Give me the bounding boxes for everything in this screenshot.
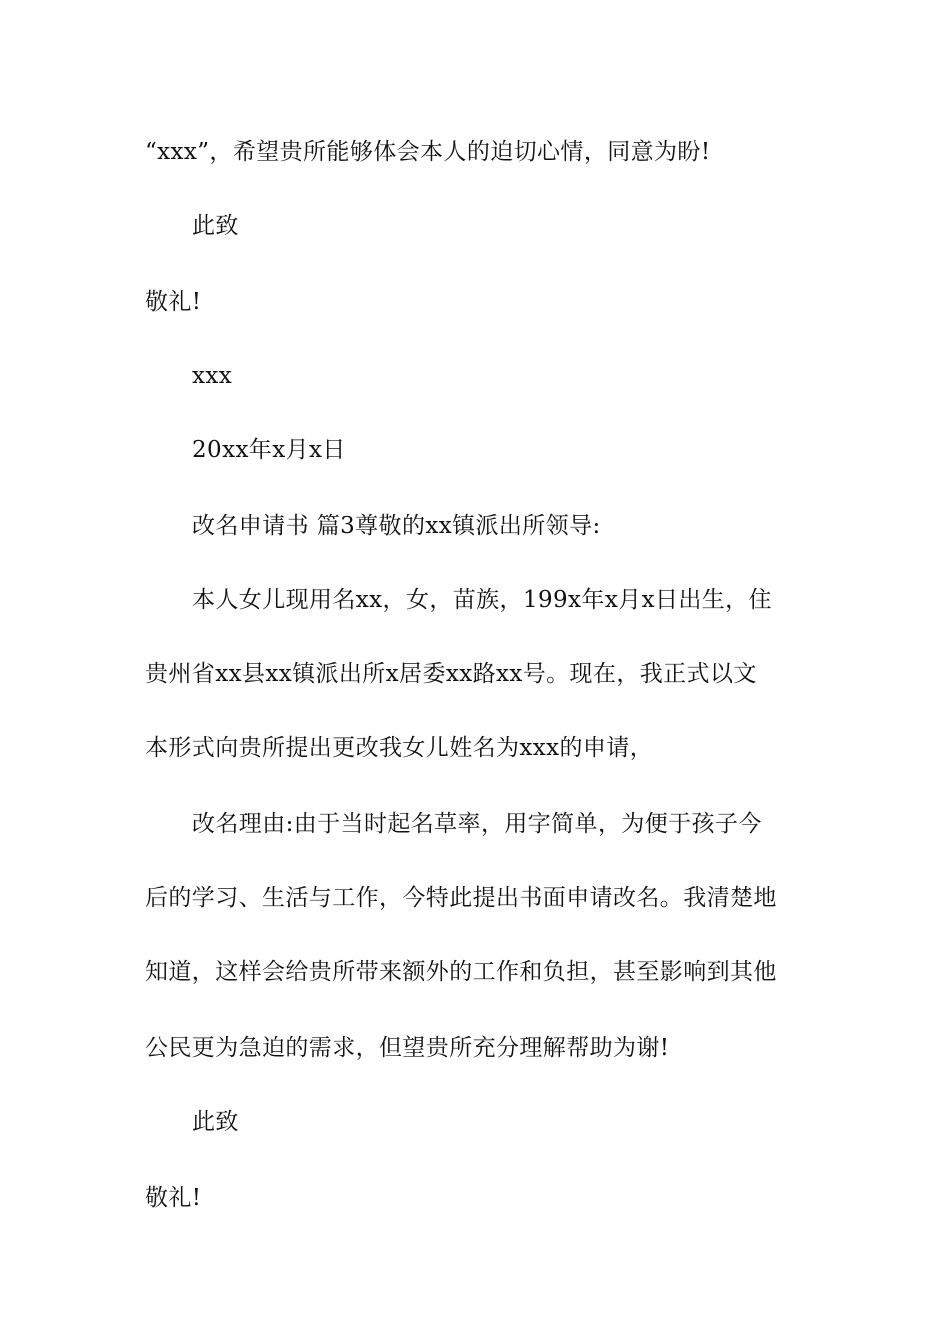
text-line: 后的学习、生活与工作，今特此提出书面申请改名。我清楚地: [145, 885, 777, 911]
text-line-closing: 敬礼!: [145, 1185, 202, 1211]
text-line: 公民更为急迫的需求，但望贵所充分理解帮助为谢!: [145, 1035, 670, 1061]
text-line: 知道，这样会给贵所带来额外的工作和负担，甚至影响到其他: [145, 959, 777, 985]
text-line-signature: xxx: [192, 363, 233, 389]
text-line: 贵州省xx县xx镇派出所x居委xx路xx号。现在，我正式以文: [145, 661, 757, 687]
text-line-heading: 改名申请书 篇3尊敬的xx镇派出所领导:: [192, 513, 601, 539]
text-line: 本形式向贵所提出更改我女儿姓名为xxx的申请，: [145, 735, 654, 761]
text-line-date: 20xx年x月x日: [192, 437, 346, 463]
text-line-salutation: 此致: [192, 1109, 239, 1135]
text-line: “xxx”，希望贵所能够体会本人的迫切心情，同意为盼!: [145, 139, 711, 165]
text-line-salutation: 此致: [192, 213, 239, 239]
text-line-closing: 敬礼!: [145, 289, 202, 315]
text-line: 本人女儿现用名xx，女，苗族，199x年x月x日出生，住: [192, 587, 772, 613]
text-line: 改名理由:由于当时起名草率，用字简单，为便于孩子今: [192, 811, 762, 837]
